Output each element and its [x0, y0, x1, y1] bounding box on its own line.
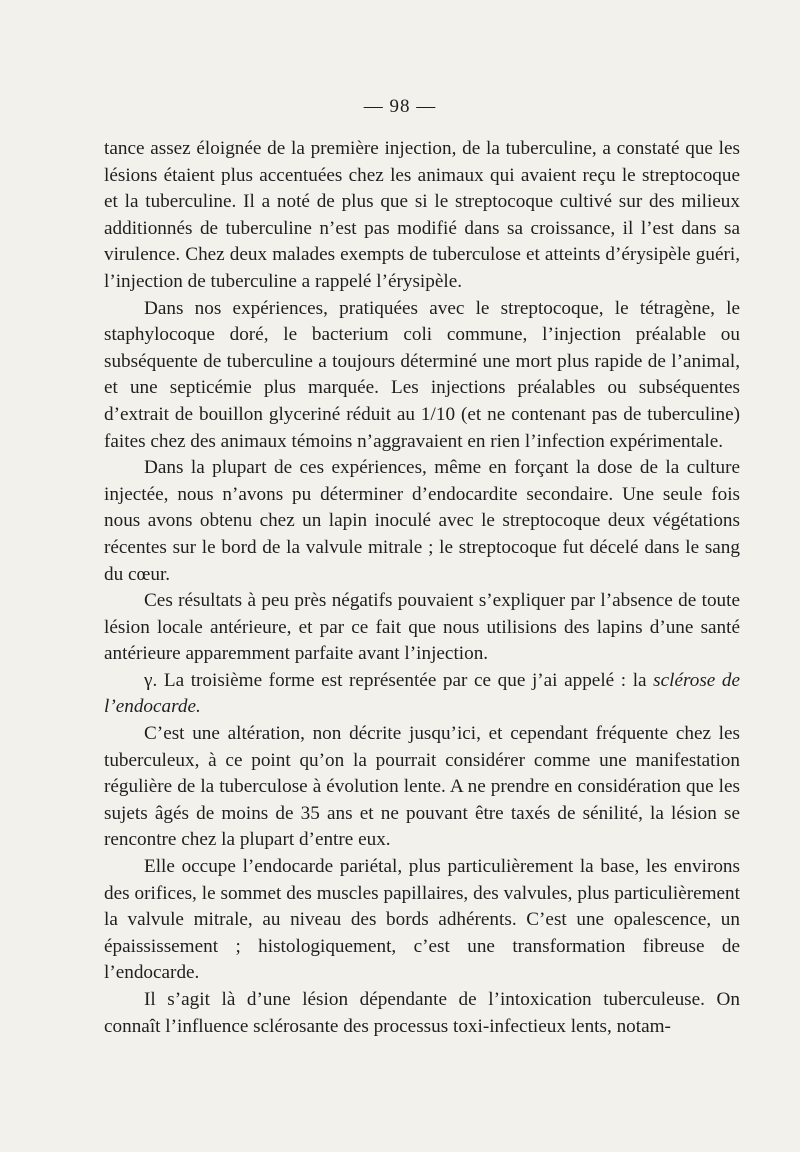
paragraph: Dans nos expériences, pratiquées avec le streptocoque, le tétragène, le staphylocoque doré, le bacterium coli commune, l’injection préalable ou subséquente de tuberculine a toujours déterminé une mort plus rapide de l’animal, et une septicémie plus marquée. Les injections préalables ou subséquentes d’extrait de bouillon glyceriné réduit au 1/10 (et ne contenant pas de tuberculine) faites chez des animaux témoins n’aggravaient en rien l’infection expérimentale.: [104, 297, 740, 452]
paragraph: Elle occupe l’endocarde pariétal, plus particulièrement la base, les environs des orifices, le sommet des muscles papillaires, des valvules, plus particulièrement la valvule mitrale, au niveau des bords adhérents. C’est une opalescence, un épaississement ; histologiquement, c’est une transformation fibreuse de l’endocarde.: [104, 856, 740, 984]
paragraph: tance assez éloignée de la première injection, de la tuberculine, a constaté que les lésions étaient plus accentuées chez les animaux qui avaient reçu le streptocoque et la tuberculine. Il a noté de plus que si le streptocoque cultivé sur des milieux additionnés de tuberculine n’est pas modifié dans sa croissance, il l’est dans sa virulence. Chez deux malades exempts de tuberculose et atteints d’érysipèle guéri, l’injection de tuberculine a rappelé l’érysipèle.: [104, 138, 740, 292]
paragraph: Dans la plupart de ces expériences, même en forçant la dose de la culture injectée, nous n’avons pu déterminer d’endocardite secondaire. Une seule fois nous avons obtenu chez un lapin inoculé avec le streptocoque deux végétations récentes sur le bord de la valvule mitrale ; le streptocoque fut décelé dans le sang du cœur.: [104, 457, 740, 585]
paragraph: Ces résultats à peu près négatifs pouvaient s’expliquer par l’absence de toute lésion locale antérieure, et par ce fait que nous utilisions des lapins d’une santé antérieure apparemment parfaite avant l’injection.: [104, 590, 740, 665]
paragraph: Il s’agit là d’une lésion dépendante de l’intoxication tuberculeuse. On connaît l’influence sclérosante des processus toxi-infectieux lents, notam-: [104, 989, 740, 1037]
paragraph-lead: γ. La troisième forme est représentée par ce que j’ai appelé : la: [144, 669, 654, 691]
italic-term: sclérose de l’endocarde.: [104, 669, 741, 718]
paragraph-heading-gamma: [104, 668, 740, 721]
body-text: [104, 136, 740, 1040]
paragraph: C’est une altération, non décrite jusqu’ici, et cependant fréquente chez les tuberculeux, à ce point qu’on la pourrait considérer comme une manifestation régulière de la tuberculose à évolution lente. A ne prendre en considération que les sujets âgés de moins de 35 ans et ne pouvant être taxés de sénilité, la lésion se rencontre chez la plupart d’entre eux.: [104, 723, 740, 851]
page-number: — 98 —: [363, 96, 437, 117]
